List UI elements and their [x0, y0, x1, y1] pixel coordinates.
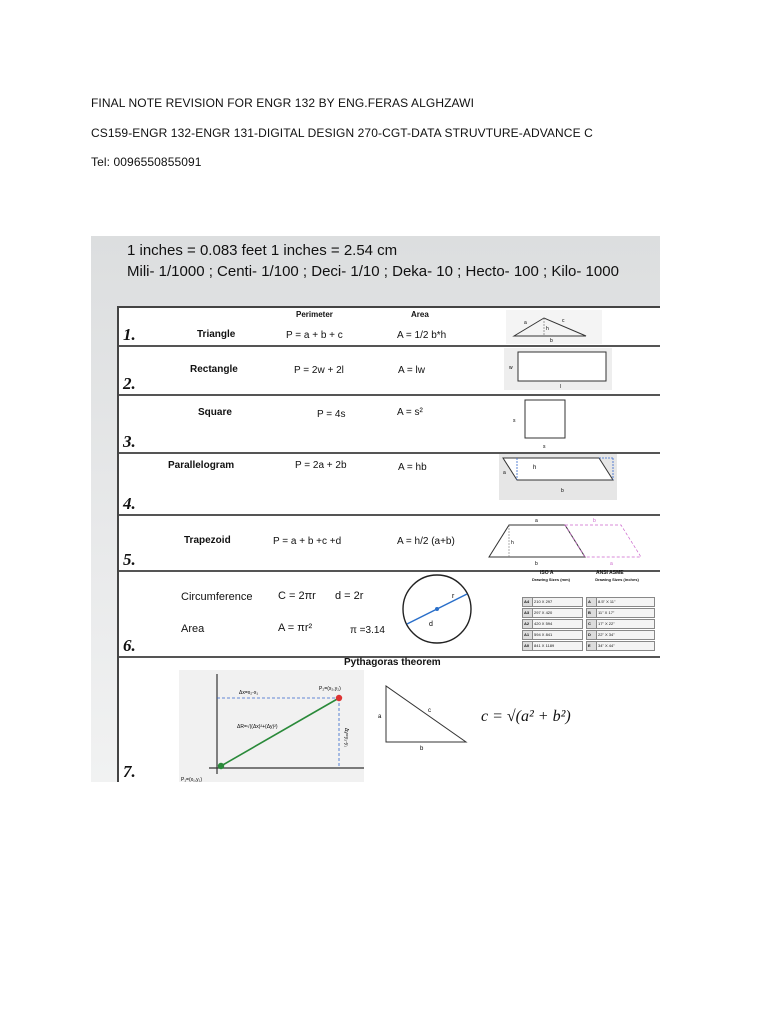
row-number: 3. — [123, 432, 136, 451]
row-number: 6. — [123, 636, 136, 655]
area-label: Area — [181, 623, 205, 635]
diameter-formula: d = 2r — [335, 590, 364, 602]
paper-size-cell: A4 — [522, 597, 533, 607]
label-a-copy: a — [610, 561, 613, 567]
paper-size-cell: 8.5" X 11" — [596, 597, 655, 607]
label-a: a — [503, 470, 506, 476]
paper-size-row — [522, 607, 658, 618]
p1-label: P₁=(x₁,y₁) — [181, 777, 203, 783]
paper-sizes-table — [520, 570, 658, 654]
ansi-subtitle: Drawing Sizes (inches) — [595, 577, 639, 582]
column-header-area: Area — [411, 310, 429, 319]
paper-size-cell: A3 — [522, 608, 533, 618]
paper-size-cell: 594 X 841 — [532, 630, 583, 640]
row-pythagoras — [119, 656, 660, 782]
paper-size-cell: B — [586, 608, 597, 618]
paper-size-cell: 420 X 594 — [532, 619, 583, 629]
row-trapezoid — [119, 514, 660, 572]
paper-size-cell: 297 X 420 — [532, 608, 583, 618]
label-a: a — [378, 714, 382, 720]
paper-size-cell: 841 X 1189 — [532, 641, 583, 651]
formula-table — [117, 306, 660, 782]
rectangle-figure — [504, 348, 612, 390]
dx-label: Δx=x₂-x₁ — [239, 690, 259, 696]
conversion-line-2: Mili- 1/1000 ; Centi- 1/100 ; Deci- 1/10 ; Deka- 10 ; Hecto- 100 ; Kilo- 1000 — [127, 263, 619, 280]
row-triangle — [119, 308, 660, 347]
paper-size-row — [522, 618, 658, 629]
label-b: b — [550, 338, 553, 344]
area-formula: A = lw — [398, 365, 425, 376]
iso-title: ISO A — [540, 570, 554, 576]
distance-diagram — [179, 670, 364, 782]
header-line-1: FINAL NOTE REVISION FOR ENGR 132 BY ENG.FERAS ALGHZAWI — [91, 96, 475, 110]
square-figure — [509, 398, 573, 450]
paper-size-cell: C — [586, 619, 597, 629]
shape-name: Square — [198, 407, 232, 418]
paper-size-cell: 11" X 17" — [596, 608, 655, 618]
shape-name: Triangle — [197, 329, 236, 340]
iso-subtitle: Drawing Sizes (mm) — [531, 577, 570, 582]
conversion-line-1: 1 inches = 0.083 feet 1 inches = 2.54 cm — [127, 242, 398, 259]
label-b: b — [561, 488, 564, 494]
paper-size-row — [522, 629, 658, 640]
label-h: h — [546, 326, 549, 332]
paper-size-cell: D — [586, 630, 597, 640]
shape-name: Parallelogram — [168, 460, 235, 471]
paper-size-cell: A1 — [522, 630, 533, 640]
paper-size-cell: 210 X 297 — [532, 597, 583, 607]
perimeter-formula: P = 2a + 2b — [295, 460, 347, 471]
row-number: 2. — [123, 374, 136, 393]
dy-label: Δy=y₂-y₁ — [343, 728, 349, 748]
header-line-2: CS159-ENGR 132-ENGR 131-DIGITAL DESIGN 270-CGT-DATA STRUVTURE-ADVANCE C — [91, 126, 593, 140]
pythagoras-title: Pythagoras theorem — [344, 657, 441, 668]
paper-size-row — [522, 640, 658, 651]
column-header-perimeter: Perimeter — [296, 310, 333, 319]
area-formula: A = hb — [398, 462, 427, 473]
triangle-figure — [506, 310, 602, 344]
distance-label: ΔR=√((Δx)²+(Δy)²) — [237, 724, 278, 730]
circumference-formula: C = 2πr — [278, 590, 316, 602]
row-circle — [119, 570, 660, 658]
label-h: h — [533, 465, 537, 471]
label-s: s — [513, 418, 516, 424]
area-formula: A = h/2 (a+b) — [397, 536, 455, 547]
label-a: a — [524, 320, 527, 326]
row-number: 7. — [123, 762, 136, 781]
right-triangle-figure — [374, 680, 474, 750]
label-b-copy: b — [593, 518, 596, 524]
perimeter-formula: P = a + b + c — [286, 330, 343, 341]
circle-figure — [399, 572, 483, 652]
perimeter-formula: P = 4s — [317, 409, 346, 420]
label-s-bottom: s — [543, 444, 546, 450]
row-square — [119, 394, 660, 454]
area-formula: A = s² — [397, 407, 423, 418]
shape-name: Circumference — [181, 591, 253, 603]
perimeter-formula: P = 2w + 2l — [294, 365, 344, 376]
perimeter-formula: P = a + b +c +d — [273, 536, 342, 547]
shape-name: Trapezoid — [184, 535, 231, 546]
area-formula: A = 1/2 b*h — [397, 330, 447, 341]
row-number: 5. — [123, 550, 136, 569]
label-d: d — [429, 621, 433, 628]
pi-value: π =3.14 — [350, 625, 385, 636]
shape-name: Rectangle — [190, 364, 238, 375]
paper-size-cell: 17" X 22" — [596, 619, 655, 629]
formula-sheet-image — [91, 236, 660, 782]
label-c: c — [562, 318, 565, 324]
label-h: h — [511, 540, 514, 546]
label-c: c — [428, 708, 431, 714]
label-b: b — [420, 746, 424, 750]
paper-size-cell: A — [586, 597, 597, 607]
paper-size-cell: A2 — [522, 619, 533, 629]
label-a: a — [535, 518, 538, 524]
paper-size-cell: 34" X 44" — [596, 641, 655, 651]
paper-size-cell: 22" X 34" — [596, 630, 655, 640]
paper-size-cell: E — [586, 641, 597, 651]
pythagoras-formula: c = √(a² + b²) — [481, 708, 571, 725]
label-b: b — [535, 561, 538, 567]
row-number: 4. — [123, 494, 136, 513]
p2-label: P₂=(x₂,y₂) — [319, 686, 341, 692]
ansi-title: ANSI ASME — [596, 570, 624, 576]
label-l: l — [560, 384, 562, 390]
area-formula: A = πr² — [278, 622, 313, 634]
label-r: r — [452, 593, 455, 600]
header-line-3: Tel: 0096550855091 — [91, 155, 202, 169]
row-parallelogram — [119, 452, 660, 516]
label-w: w — [509, 365, 513, 371]
paper-size-cell: A0 — [522, 641, 533, 651]
row-rectangle — [119, 345, 660, 396]
parallelogram-figure — [499, 454, 617, 500]
trapezoid-figure — [475, 517, 660, 567]
row-number: 1. — [123, 325, 136, 344]
paper-size-row — [522, 596, 658, 607]
